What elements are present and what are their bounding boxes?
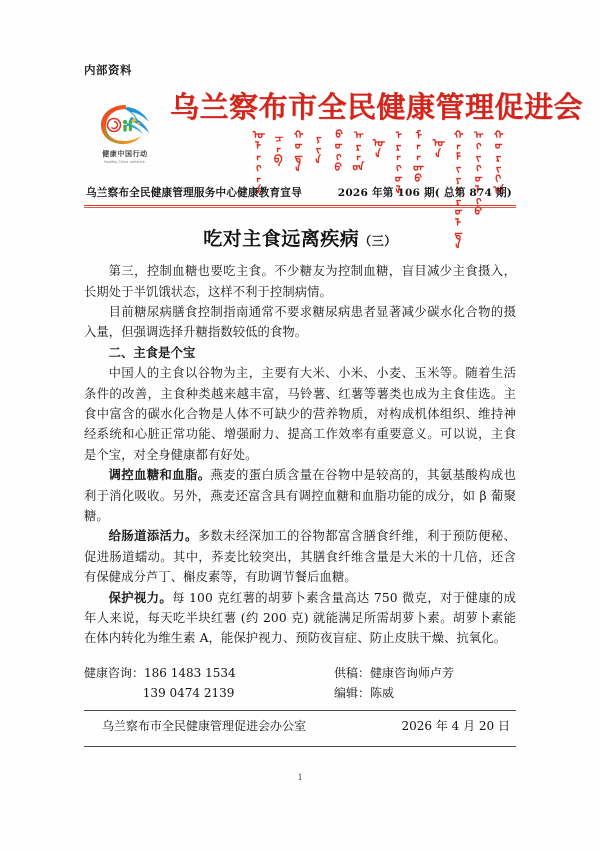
colophon-divider-bottom — [84, 746, 516, 747]
editor-value: 陈威 — [370, 685, 395, 700]
colophon-date: 2026 年 4 月 20 日 — [401, 718, 510, 733]
mongolian-column: ᠠᠷᠠᠳ — [350, 128, 363, 173]
mongolian-column: ᠤᠨ — [370, 136, 383, 159]
contact-right — [334, 663, 516, 703]
article-title-main: 吃对主食远离疾病 — [203, 228, 360, 251]
issue-number: 2026 年第 106 期( 总第 874 期) — [337, 187, 512, 199]
mongolian-column: ᠪᠦᠬᠦ — [330, 128, 343, 173]
internal-material-label: 内部资料 — [84, 63, 132, 77]
paragraph — [84, 465, 516, 526]
consult-line — [84, 663, 334, 683]
consult-label: 健康咨询： — [84, 665, 145, 680]
mongolian-column: ᠬᠣᠷᠢᠶ᠎ᠠ — [490, 128, 503, 195]
mongolian-column: ᠤᠯᠠᠭᠠᠨ — [250, 128, 263, 195]
contact-block — [84, 663, 516, 703]
organization-title: 乌兰察布市全民健康管理促进会 — [170, 89, 584, 124]
mongolian-column: ᠠᠬᠢᠭᠤᠯᠬᠤ — [470, 128, 483, 217]
contributor-label: 供稿： — [334, 665, 371, 680]
contact-left — [84, 663, 334, 703]
page-number: 1 — [297, 772, 303, 783]
mongolian-column: ᠶᠢᠨ — [310, 130, 323, 164]
colophon-office: 乌兰察布市全民健康管理促进会办公室 — [102, 718, 307, 733]
paragraph-text: 每 100 克红薯的胡萝卜素含量高达 750 微克，对于健康的成年人来说，每天吃半块红薯 (约 200 克) 就能满足所需胡萝卜素。胡萝卜素能在体内转化为维生素 A，能保护视力、预防夜盲症、防止皮肤干燥、抗氧化。 — [84, 590, 516, 646]
paragraph-text: 多数未经深加工的谷物都富含膳食纤维，利于预防便秘、促进肠道蠕动。其中，荞麦比较突出，其膳食纤维含量是大米的十几倍，还含有保健成分芦丁、槲皮素等，有助调节餐后血糖。 — [84, 529, 516, 585]
consult-phone-primary: 186 1483 1534 — [144, 665, 236, 680]
mongolian-column: ᠬᠣᠲᠠ — [290, 128, 303, 173]
colophon — [84, 711, 516, 739]
paragraph-text: 燕麦的蛋白质含量在谷物中是较高的，其氨基酸构成也利于消化吸收。另外，燕麦还富含具有调控血糖和血脂功能的成分，如 β 葡聚糖。 — [84, 468, 516, 523]
mongolian-column: ᠬᠠᠮᠢᠶᠠᠷᠤᠯᠲᠠ — [450, 128, 463, 250]
publisher-name: 乌兰察布全民健康管理服务中心健康教育宣导 — [86, 187, 302, 199]
mongolian-column: ᠡᠷᠡᠭᠦᠯ — [390, 128, 403, 195]
paragraph-lead: 给肠道添活力。 — [108, 528, 198, 544]
editor-label: 编辑： — [334, 685, 371, 700]
paragraph-lead: 保护视力。 — [108, 589, 173, 605]
paragraph — [84, 526, 516, 587]
logo-chinese-text: 健康中国行动 — [102, 149, 148, 158]
healthy-china-initiative-logo-icon — [97, 101, 153, 147]
logo-english-text: Healthy China Initiative — [104, 159, 146, 164]
contributor-line — [334, 663, 516, 683]
page-content — [84, 62, 584, 783]
consult-phone-secondary: 139 0474 2139 — [142, 685, 235, 700]
mongolian-column: ᠮᠡᠨᠳᠦ — [410, 128, 423, 184]
logo-block — [84, 90, 166, 170]
contributor-value: 健康咨询师卢芳 — [370, 665, 455, 680]
article-title-part: （三） — [359, 234, 397, 249]
mongolian-column: ᠤᠨ — [430, 136, 443, 159]
section-heading: 二、主食是个宝 — [108, 344, 196, 360]
editor-line — [334, 683, 516, 703]
paragraph: 目前糖尿病膳食控制指南通常不要求糖尿病患者显著减少碳水化合物的摄入量，但强调选择升糖指数较低的食物。 — [84, 304, 516, 340]
mongolian-column: ᠴᠠᠪ — [270, 130, 283, 164]
paragraph — [84, 588, 516, 649]
paragraph: 中国人的主食以谷物为主，主要有大米、小米、小麦、玉米等。随着生活条件的改善，主食种类越来越丰富，马铃薯、红薯等薯类也成为主食佳选。主食中富含的碳水化合物是人体不可缺少的营养物质，对构成机体组织、维持神经系统和心脏正常功能、增强耐力、提高工作效率有重要意义。可以说，主食是个宝，对全身健康都有好处。 — [84, 366, 516, 462]
paragraph-lead: 调控血糖和血脂。 — [108, 467, 211, 483]
paragraph: 第三，控制血糖也要吃主食。不少糖友为控制血糖，盲目减少主食摄入，长期处于半饥饿状态，这样不利于控制病情。 — [84, 264, 516, 299]
